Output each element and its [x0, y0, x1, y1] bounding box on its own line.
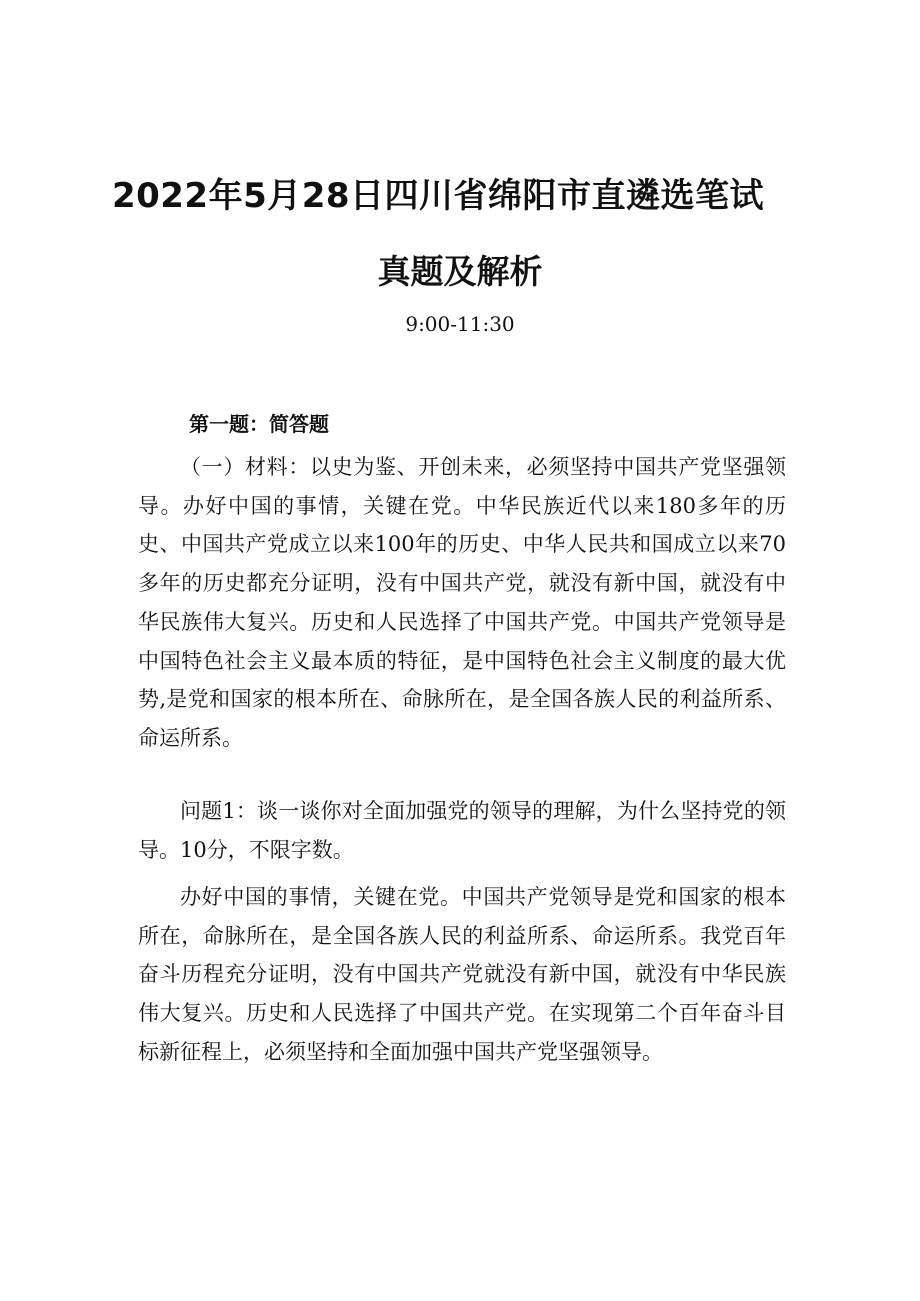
document-title-line-1: 2022年5月28日四川省绵阳市直遴选笔试 — [111, 176, 765, 216]
section-heading: 第一题：简答题 — [189, 412, 329, 436]
material-paragraph: （一）材料：以史为鉴、开创未来，必须坚持中国共产党坚强领导。办好中国的事情，关键在党。中华民族近代以来180多年的历史、中国共产党成立以来100年的历史、中华人民共和国成立以来70多年的历史都充分证明，没有中国共产党，就没有新中国，就没有中华民族伟大复兴。历史和人民选择了中国共产党。中国共产党领导是中国特色社会主义最本质的特征，是中国特色社会主义制度的最大优势,是党和国家的根本所在、命脉所在，是全国各族人民的利益所系、命运所系。 — [138, 455, 786, 750]
exam-time: 9:00-11:30 — [405, 312, 515, 336]
document-title-line-2: 真题及解析 — [377, 252, 543, 291]
answer-paragraph: 办好中国的事情，关键在党。中国共产党领导是党和国家的根本所在，命脉所在，是全国各族人民的利益所系、命运所系。我党百年奋斗历程充分证明，没有中国共产党就没有新中国，就没有中华民族伟大复兴。历史和人民选择了中国共产党。在实现第二个百年奋斗目标新征程上，必须坚持和全面加强中国共产党坚强领导。 — [138, 885, 786, 1064]
question-paragraph: 问题1：谈一谈你对全面加强党的领导的理解，为什么坚持党的领导。10分，不限字数。 — [138, 799, 786, 862]
